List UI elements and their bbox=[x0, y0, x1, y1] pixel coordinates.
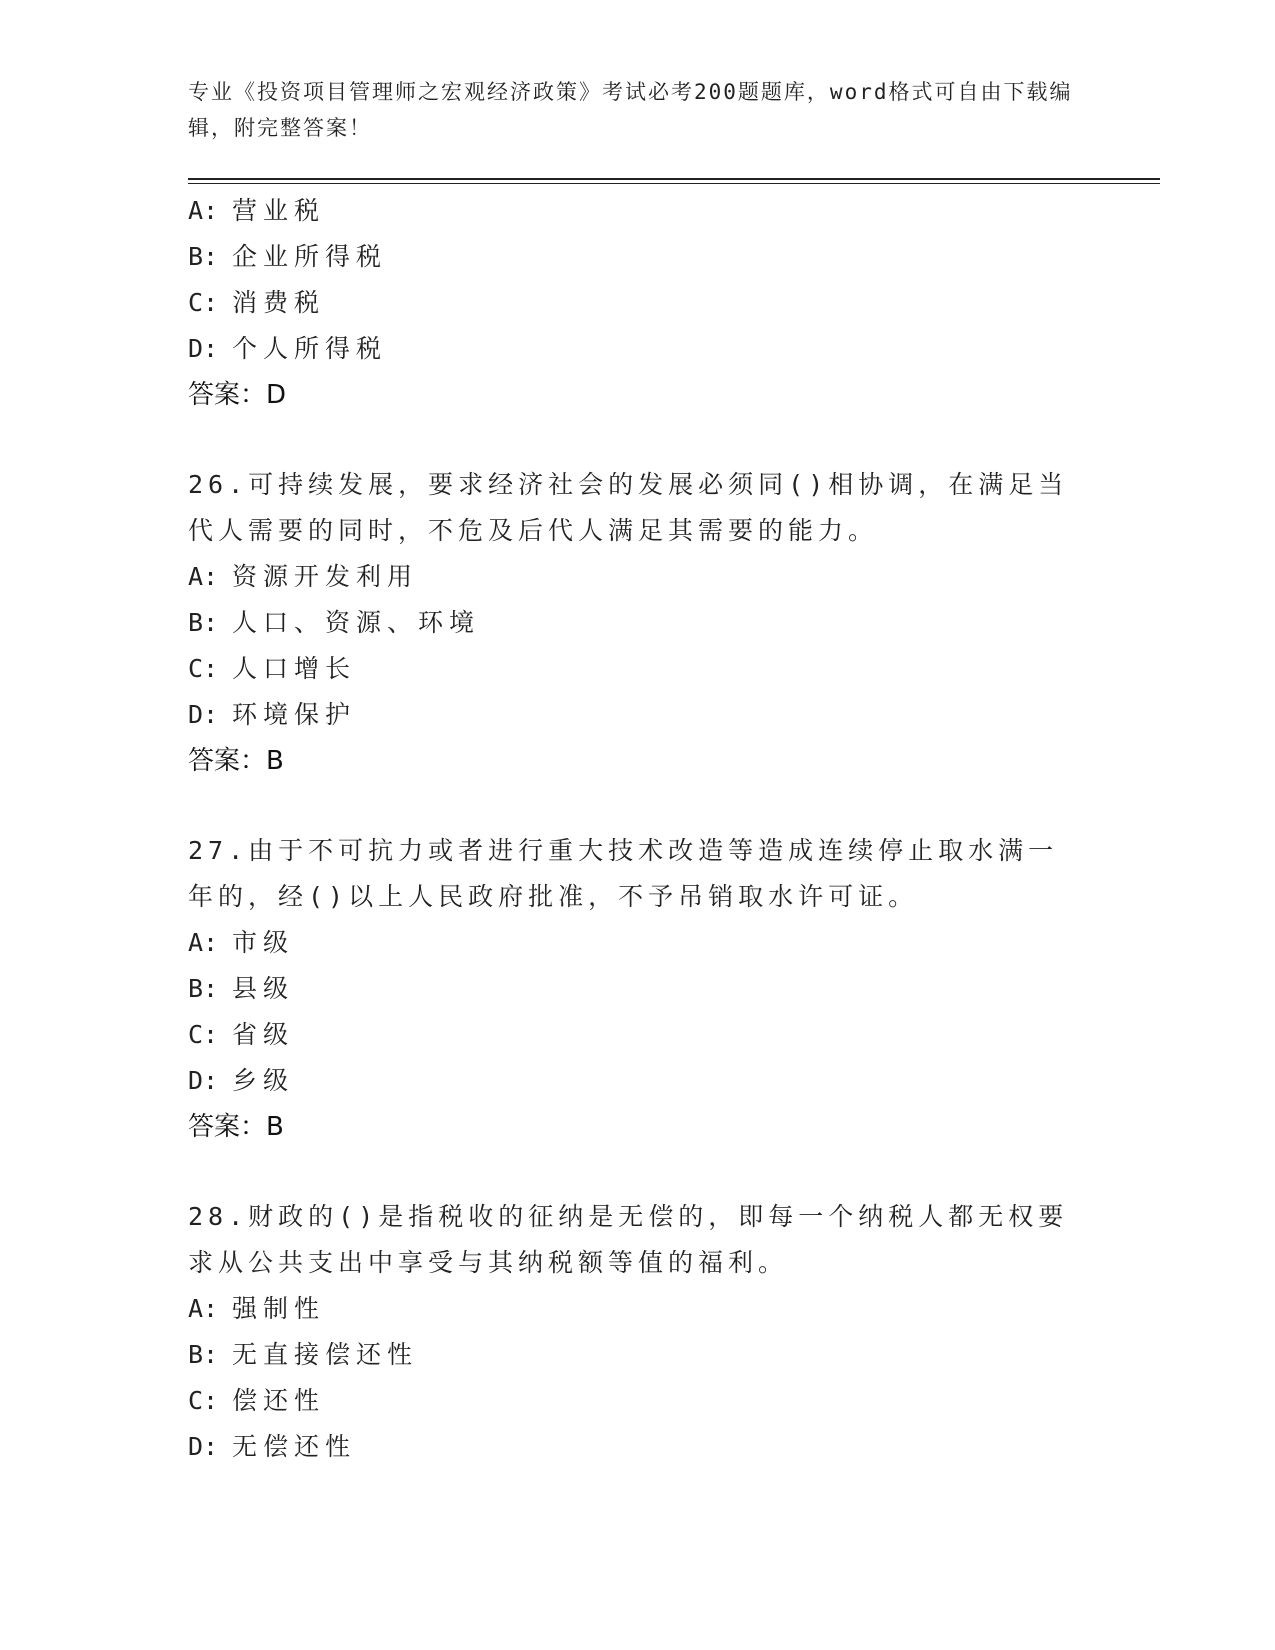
option-d bbox=[188, 1424, 1088, 1470]
header-rule-bottom bbox=[188, 183, 1160, 184]
option-letter: A: bbox=[188, 928, 219, 957]
option-b bbox=[188, 966, 1088, 1012]
option-text: 偿还性 bbox=[232, 1386, 326, 1415]
option-a bbox=[188, 1286, 1088, 1332]
option-letter: B: bbox=[188, 608, 219, 637]
option-b bbox=[188, 234, 1088, 280]
option-letter: B: bbox=[188, 242, 219, 271]
option-text: 市级 bbox=[232, 928, 295, 957]
option-letter: A: bbox=[188, 1294, 219, 1323]
question-list bbox=[188, 188, 1088, 1514]
option-d bbox=[188, 326, 1088, 372]
option-a bbox=[188, 920, 1088, 966]
option-letter: D: bbox=[188, 1432, 219, 1461]
option-letter: D: bbox=[188, 334, 219, 363]
question-item bbox=[188, 188, 1088, 418]
option-a bbox=[188, 188, 1088, 234]
option-text: 资源开发利用 bbox=[232, 562, 419, 591]
question-item bbox=[188, 462, 1088, 784]
option-text: 人口、资源、环境 bbox=[232, 608, 481, 637]
option-text: 消费税 bbox=[232, 288, 326, 317]
option-c bbox=[188, 280, 1088, 326]
option-b bbox=[188, 1332, 1088, 1378]
option-text: 省级 bbox=[232, 1020, 295, 1049]
option-b bbox=[188, 600, 1088, 646]
option-c bbox=[188, 1012, 1088, 1058]
document-header: 专业《投资项目管理师之宏观经济政策》考试必考200题题库，word格式可自由下载编辑，附完整答案！ bbox=[188, 80, 1073, 140]
option-d bbox=[188, 1058, 1088, 1104]
option-letter: A: bbox=[188, 562, 219, 591]
option-letter: C: bbox=[188, 654, 219, 683]
answer-value: B bbox=[266, 1112, 284, 1142]
option-text: 强制性 bbox=[232, 1294, 326, 1323]
option-text: 企业所得税 bbox=[232, 242, 388, 271]
option-letter: D: bbox=[188, 700, 219, 729]
option-text: 营业税 bbox=[232, 196, 326, 225]
option-letter: C: bbox=[188, 1020, 219, 1049]
answer-line bbox=[188, 1104, 1088, 1150]
answer-label: 答案： bbox=[188, 380, 267, 410]
answer-line bbox=[188, 372, 1088, 418]
option-text: 无偿还性 bbox=[232, 1432, 357, 1461]
option-d bbox=[188, 692, 1088, 738]
option-text: 无直接偿还性 bbox=[232, 1340, 419, 1369]
option-letter: D: bbox=[188, 1066, 219, 1095]
answer-value: B bbox=[266, 746, 284, 776]
option-letter: A: bbox=[188, 196, 219, 225]
question-stem: 26.可持续发展，要求经济社会的发展必须同()相协调，在满足当代人需要的同时，不危及后代人满足其需要的能力。 bbox=[188, 470, 1069, 545]
option-text: 乡级 bbox=[232, 1066, 295, 1095]
question-item bbox=[188, 828, 1088, 1150]
option-letter: C: bbox=[188, 1386, 219, 1415]
option-letter: B: bbox=[188, 1340, 219, 1369]
option-c bbox=[188, 646, 1088, 692]
option-letter: B: bbox=[188, 974, 219, 1003]
question-item bbox=[188, 1194, 1088, 1470]
answer-label: 答案： bbox=[188, 1112, 267, 1142]
option-letter: C: bbox=[188, 288, 219, 317]
header-rule-top bbox=[188, 178, 1160, 180]
answer-line bbox=[188, 738, 1088, 784]
option-text: 环境保护 bbox=[232, 700, 357, 729]
option-a bbox=[188, 554, 1088, 600]
question-stem: 28.财政的()是指税收的征纳是无偿的，即每一个纳税人都无权要求从公共支出中享受与其纳税额等值的福利。 bbox=[188, 1202, 1069, 1277]
question-stem: 27.由于不可抗力或者进行重大技术改造等造成连续停止取水满一年的，经()以上人民政府批准，不予吊销取水许可证。 bbox=[188, 836, 1059, 911]
option-c bbox=[188, 1378, 1088, 1424]
option-text: 个人所得税 bbox=[232, 334, 388, 363]
option-text: 人口增长 bbox=[232, 654, 357, 683]
option-text: 县级 bbox=[232, 974, 295, 1003]
answer-value: D bbox=[266, 380, 287, 410]
answer-label: 答案： bbox=[188, 746, 267, 776]
